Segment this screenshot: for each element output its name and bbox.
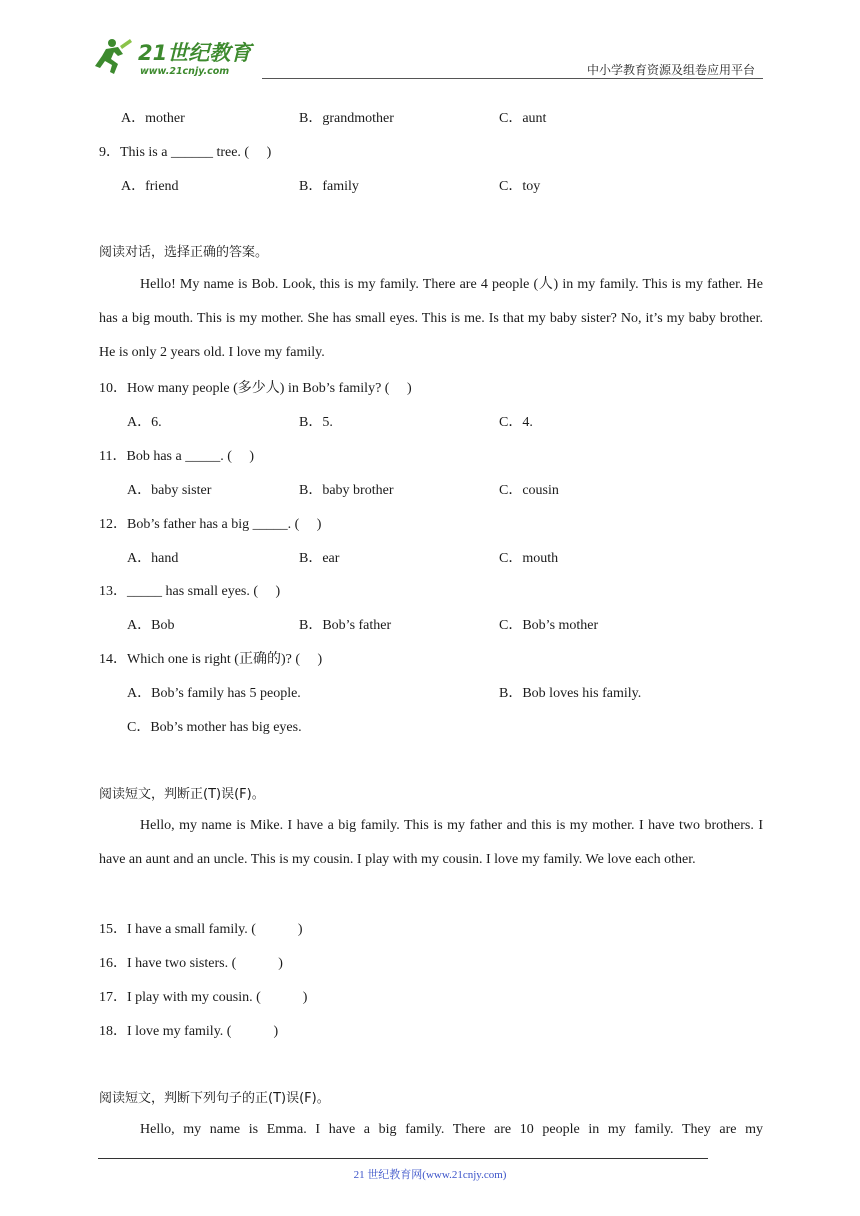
section2-title: 阅读短文，判断正(T)误(F)。 [99,787,265,802]
section2-passage: Hello, my name is Mike. I have a big family. This is my father and this is my mother. I have two brothers. I have an aunt and an uncle. This is my cousin. I play with my cousin. I love my family. We love each other. [99,818,763,867]
q11-question: 11．Bob has a _____. ( ) [99,449,255,464]
q12-question: 12．Bob’s father has a big _____. ( ) [99,517,322,532]
q11-option-b: B．baby brother [299,483,394,498]
section1-passage: Hello! My name is Bob. Look, this is my family. There are 4 people (人) in my family. This is my father. He has a big mouth. This is my mother. She has small eyes. This is me. Is that my baby sister? No, it’s my baby brother. He is only 2 years old. I love my family. [99,277,763,360]
header-divider [262,78,763,79]
q10-option-a: A．6. [127,415,162,430]
section1-title: 阅读对话，选择正确的答案。 [99,245,269,260]
q12-option-a: A．hand [127,551,179,566]
q13-question: 13．_____ has small eyes. ( ) [99,584,281,599]
q14-question: 14．Which one is right (正确的)? ( ) [99,652,323,667]
q9-option-b: B．family [299,179,359,194]
q12-option-c: C．mouth [499,551,559,566]
q18-statement: 18．I love my family. ( ) [99,1024,279,1039]
q11-option-c: C．cousin [499,483,559,498]
footer-source-text: 21 世纪教育网(www.21cnjy.com) [353,1169,507,1181]
q9-option-a: A．friend [121,179,179,194]
q16-statement: 16．I have two sisters. ( ) [99,956,283,971]
section3-title: 阅读短文，判断下列句子的正(T)误(F)。 [99,1091,330,1106]
section3-passage: Hello, my name is Emma. I have a big family. There are 10 people in my family. They are my [140,1122,763,1137]
site-logo [92,34,262,78]
q14-option-b: B．Bob loves his family. [499,686,642,701]
q14-option-c: C．Bob’s mother has big eyes. [127,720,302,735]
q14-option-a: A．Bob’s family has 5 people. [127,686,301,701]
header-platform-text: 中小学教育资源及组卷应用平台 [586,63,755,77]
logo-url-text: www.21cnjy.com [140,66,230,77]
q8-option-b: B．grandmother [299,111,394,126]
q11-option-a: A．baby sister [127,483,212,498]
q8-option-c: C．aunt [499,111,547,126]
footer-divider [98,1158,708,1159]
q17-statement: 17．I play with my cousin. ( ) [99,990,308,1005]
runner-icon [95,39,132,74]
q10-question: 10．How many people (多少人) in Bob’s family? ( ) [99,381,412,396]
q10-option-c: C．4. [499,415,533,430]
q10-option-b: B．5. [299,415,333,430]
q13-option-a: A．Bob [127,618,175,633]
logo-main-text: 21世纪教育 [138,41,252,65]
q13-option-b: B．Bob’s father [299,618,392,633]
q9-option-c: C．toy [499,179,541,194]
q13-option-c: C．Bob’s mother [499,618,599,633]
q9-question: 9．This is a ______ tree. ( ) [99,145,272,160]
q12-option-b: B．ear [299,551,340,566]
q8-option-a: A．mother [121,111,185,126]
q15-statement: 15．I have a small family. ( ) [99,922,303,937]
